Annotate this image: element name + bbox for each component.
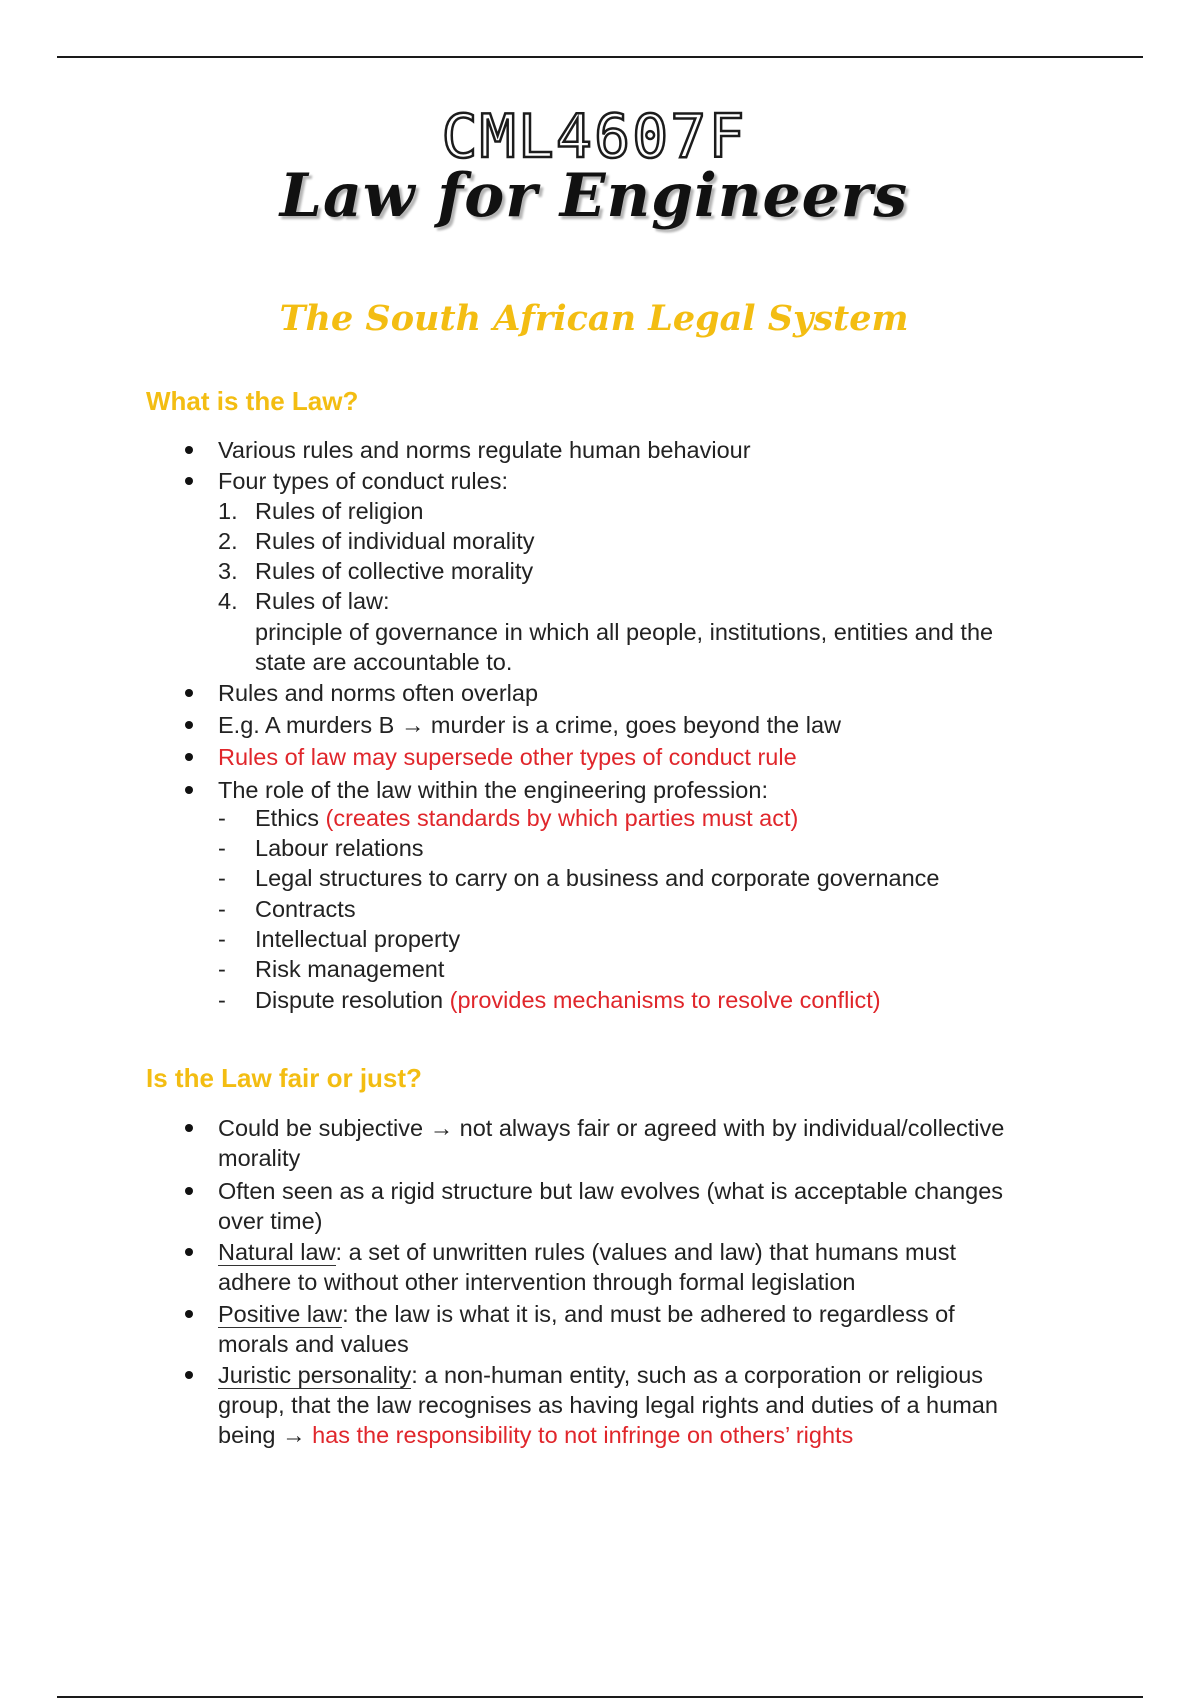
term-natural-law: Natural law	[218, 1239, 336, 1265]
section-heading-law-fair: Is the Law fair or just?	[146, 1063, 422, 1093]
list-item: Rules of religion	[255, 498, 424, 524]
number-marker: 4.	[218, 588, 238, 614]
list-item-definition: state are accountable to.	[255, 649, 513, 675]
number-marker: 2.	[218, 528, 238, 554]
list-item-continuation: morality	[218, 1145, 301, 1171]
course-code: CML4607F	[441, 102, 747, 172]
list-item-continuation: morals and values	[218, 1331, 409, 1357]
list-item: Risk management	[255, 956, 445, 982]
dash-marker: -	[218, 926, 226, 952]
term-positive-law: Positive law	[218, 1301, 343, 1327]
list-item	[218, 1360, 983, 1390]
bullet-icon	[185, 1187, 193, 1195]
list-item: Rules of individual morality	[255, 528, 535, 554]
list-item	[255, 803, 798, 833]
bullet-icon	[185, 446, 193, 454]
term-definition: : a set of unwritten rules (values and law) that humans must	[335, 1239, 956, 1265]
list-item-text: being →	[218, 1422, 313, 1448]
number-marker: 1.	[218, 498, 238, 524]
list-item: Could be subjective → not always fair or agreed with by individual/collective	[218, 1115, 1005, 1141]
section-subtitle: The South African Legal System	[279, 298, 909, 339]
top-rule	[57, 56, 1143, 58]
list-item	[218, 1237, 956, 1267]
list-item: Legal structures to carry on a business and corporate governance	[255, 865, 940, 891]
list-item-note: (provides mechanisms to resolve conflict)	[443, 987, 881, 1013]
section-heading-what-is-law: What is the Law?	[146, 386, 359, 416]
list-item: Rules of collective morality	[255, 558, 534, 584]
dash-marker: -	[218, 987, 226, 1013]
list-item	[255, 985, 881, 1015]
dash-marker: -	[218, 865, 226, 891]
term-definition: : a non-human entity, such as a corporation or religious	[411, 1362, 984, 1388]
bullet-icon	[185, 1371, 193, 1379]
bullet-icon	[185, 753, 193, 761]
dash-marker: -	[218, 956, 226, 982]
list-item: Rules of law:	[255, 588, 390, 614]
dash-marker: -	[218, 896, 226, 922]
list-item-text: Dispute resolution	[255, 987, 444, 1013]
list-item: Contracts	[255, 896, 356, 922]
list-item	[218, 1299, 955, 1329]
term-definition: : the law is what it is, and must be adhered to regardless of	[342, 1301, 955, 1327]
bullet-icon	[185, 1248, 193, 1256]
bullet-icon	[185, 1124, 193, 1132]
list-item-continuation	[218, 1420, 853, 1450]
bullet-icon	[185, 721, 193, 729]
dash-marker: -	[218, 835, 226, 861]
course-title: Law for Engineers	[279, 161, 909, 231]
list-item: Often seen as a rigid structure but law evolves (what is acceptable changes	[218, 1178, 1004, 1204]
list-item: E.g. A murders B → murder is a crime, goes beyond the law	[218, 712, 842, 738]
list-item-highlight: Rules of law may supersede other types of conduct rule	[218, 744, 797, 770]
list-item: Rules and norms often overlap	[218, 680, 539, 706]
bottom-rule	[57, 1696, 1143, 1698]
list-item-text: Ethics	[255, 805, 319, 831]
list-item: Various rules and norms regulate human behaviour	[218, 437, 751, 463]
list-item-continuation: group, that the law recognises as having legal rights and duties of a human	[218, 1392, 998, 1418]
bullet-icon	[185, 689, 193, 697]
list-item-note: (creates standards by which parties must act)	[319, 805, 799, 831]
term-juristic-personality: Juristic personality	[218, 1362, 412, 1388]
list-item: Four types of conduct rules:	[218, 468, 508, 494]
number-marker: 3.	[218, 558, 238, 584]
list-item: The role of the law within the engineering profession:	[218, 777, 768, 803]
list-item: Intellectual property	[255, 926, 461, 952]
list-item: Labour relations	[255, 835, 424, 861]
bullet-icon	[185, 477, 193, 485]
list-item-continuation: adhere to without other intervention through formal legislation	[218, 1269, 856, 1295]
list-item-continuation: over time)	[218, 1208, 323, 1234]
dash-marker: -	[218, 805, 226, 831]
list-item-note: has the responsibility to not infringe on others’ rights	[312, 1422, 854, 1448]
bullet-icon	[185, 786, 193, 794]
bullet-icon	[185, 1310, 193, 1318]
list-item-definition: principle of governance in which all people, institutions, entities and the	[255, 619, 994, 645]
